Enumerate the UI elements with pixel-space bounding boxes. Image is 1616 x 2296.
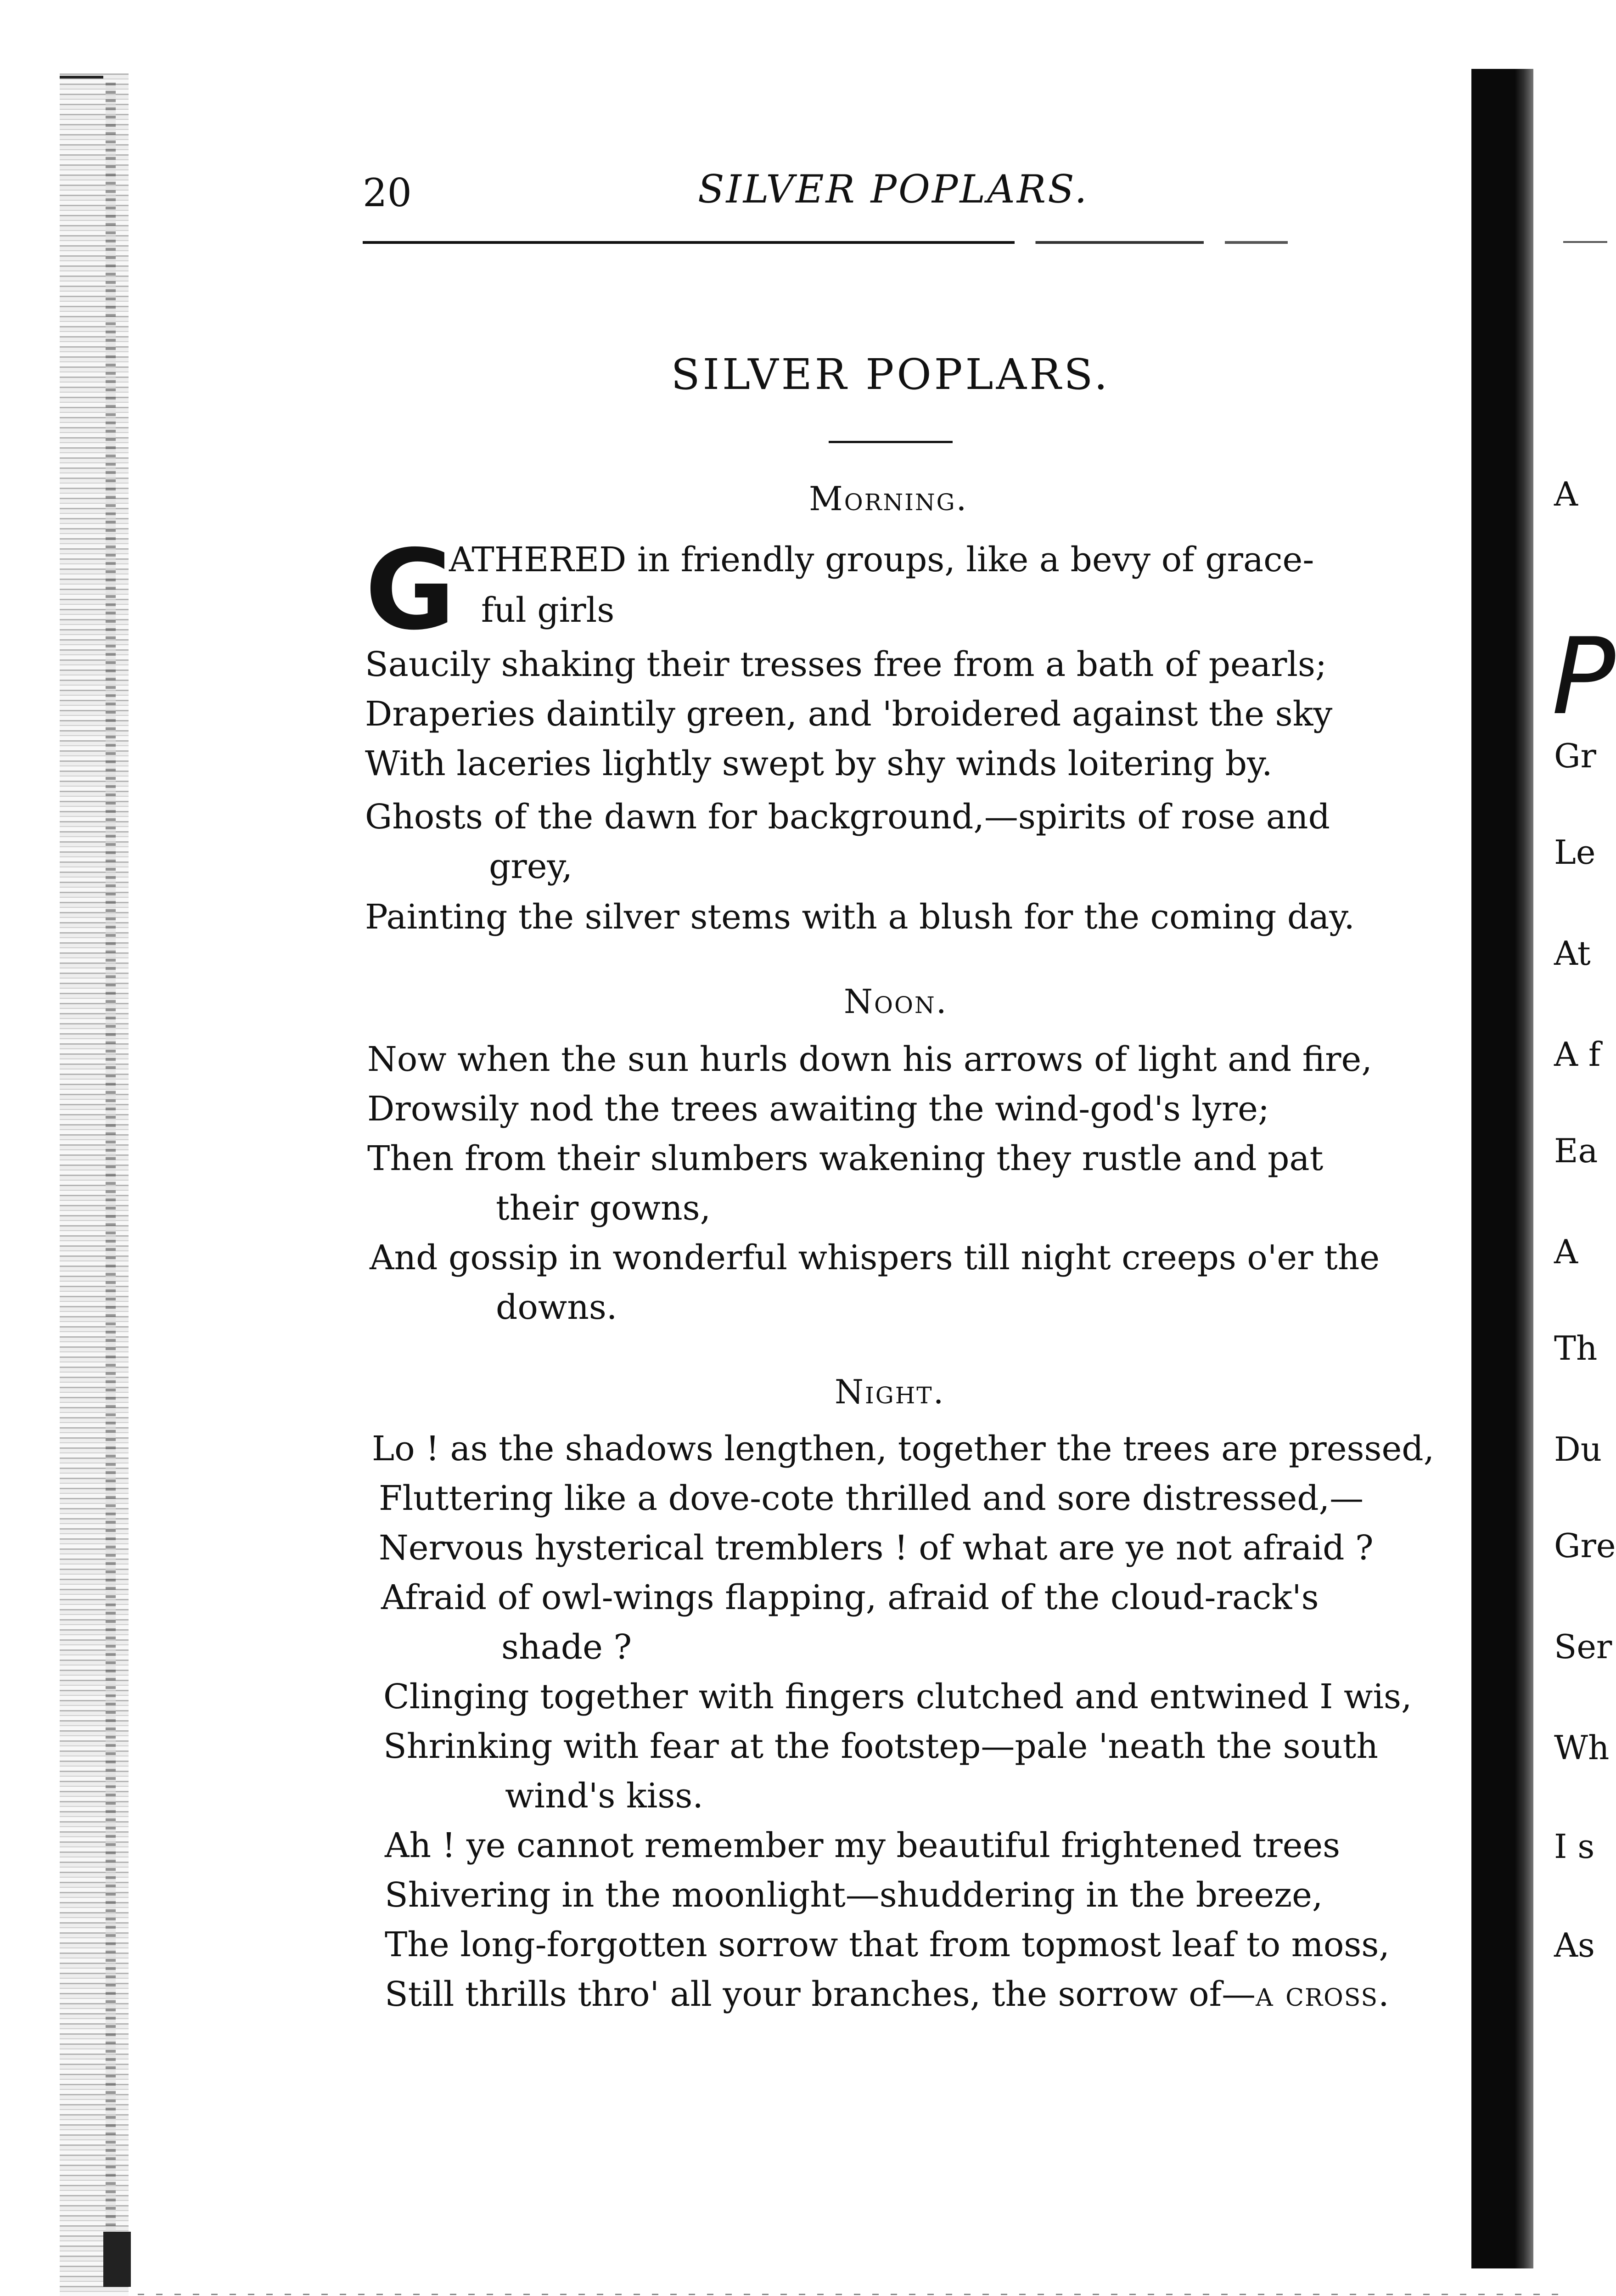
neighbor-page-fragment: As [1554, 1926, 1595, 1964]
neighbor-page-fragment: Ser [1554, 1627, 1612, 1666]
scan-mark [60, 76, 103, 79]
neighbor-page-fragment: Gr [1554, 737, 1596, 775]
poem-line: Draperies daintily green, and 'broidered against the sky [365, 694, 1333, 734]
poem-line: Fluttering like a dove-cote thrilled and sore distressed,— [379, 1479, 1364, 1518]
poem-line: Painting the silver stems with a blush for the coming day. [365, 897, 1355, 937]
title-rule [829, 441, 953, 443]
poem-line: grey, [489, 847, 573, 886]
neighbor-page-fragment: I s [1554, 1827, 1595, 1866]
neighbor-page-fragment: A f [1554, 1035, 1601, 1074]
neighbor-page-drop-cap: P [1552, 616, 1616, 738]
page-number: 20 [363, 170, 412, 215]
poem-line: The long-forgotten sorrow that from topmost leaf to moss, [385, 1925, 1390, 1964]
drop-cap: G [365, 526, 455, 654]
header-rule [363, 241, 1414, 244]
poem-line: Drowsily nod the trees awaiting the wind-god's lyre; [367, 1089, 1269, 1129]
poem-line: Afraid of owl-wings flapping, afraid of the cloud-rack's [381, 1578, 1319, 1617]
neighbor-page-rule [1563, 241, 1607, 243]
poem-line: wind's kiss. [505, 1776, 703, 1816]
poem-line: ATHERED in friendly groups, like a bevy of grace- [449, 540, 1314, 580]
section-heading-night: Night. [835, 1373, 945, 1411]
neighbor-page-fragment: A [1554, 475, 1578, 513]
poem-line: Saucily shaking their tresses free from a bath of pearls; [365, 645, 1327, 684]
running-title: SILVER POPLARS. [698, 167, 1089, 212]
neighbor-page-fragment: At [1554, 934, 1591, 973]
neighbor-page-fragment: Du [1554, 1430, 1602, 1469]
neighbor-page-fragment: Th [1554, 1329, 1598, 1367]
neighbor-page-fragment: Le [1554, 833, 1596, 872]
poem-line-final-text: Still thrills thro' all your branches, the sorrow of— [385, 1975, 1256, 2014]
section-heading-morning: Morning. [809, 479, 968, 518]
binding-gutter-foot [103, 2232, 131, 2287]
poem-line: Clinging together with fingers clutched and entwined I wis, [383, 1677, 1412, 1716]
neighbor-page-fragment: A [1554, 1232, 1578, 1271]
neighbor-page-fragment: Ea [1554, 1131, 1598, 1170]
poem-title: SILVER POPLARS. [671, 350, 1111, 399]
binding-gutter [60, 73, 129, 2296]
poem-line: Then from their slumbers wakening they rustle and pat [367, 1139, 1324, 1178]
poem-line: Lo ! as the shadows lengthen, together the trees are pressed, [372, 1429, 1435, 1469]
poem-line: Shrinking with fear at the footstep—pale 'neath the south [383, 1727, 1379, 1766]
poem-line: Nervous hysterical tremblers ! of what are ye not afraid ? [379, 1528, 1374, 1568]
poem-line-final [385, 1975, 1390, 2014]
poem-line: their gowns, [496, 1188, 711, 1228]
neighbor-page-fragment: Gre [1554, 1526, 1616, 1565]
poem-line: Shivering in the moonlight—shuddering in the breeze, [385, 1875, 1323, 1915]
neighbor-page-fragment: Wh [1554, 1728, 1610, 1767]
poem-line: Now when the sun hurls down his arrows of light and fire, [367, 1040, 1372, 1079]
binding-gutter-edge [106, 83, 116, 2278]
page-bottom-edge [138, 2294, 1561, 2295]
poem-line: downs. [496, 1288, 617, 1327]
poem-line: ful girls [481, 591, 615, 630]
poem-line: And gossip in wonderful whispers till night creeps o'er the [370, 1238, 1380, 1277]
poem-line: shade ? [501, 1627, 632, 1667]
poem-line: Ghosts of the dawn for background,—spirits of rose and [365, 797, 1330, 837]
section-heading-noon: Noon. [844, 982, 948, 1021]
book-spine-shadow [1471, 69, 1533, 2268]
poem-line: Ah ! ye cannot remember my beautiful frightened trees [385, 1826, 1341, 1865]
poem-line: With laceries lightly swept by shy winds loitering by. [365, 744, 1273, 783]
poem-line-final-smallcaps: a cross. [1256, 1975, 1390, 2014]
